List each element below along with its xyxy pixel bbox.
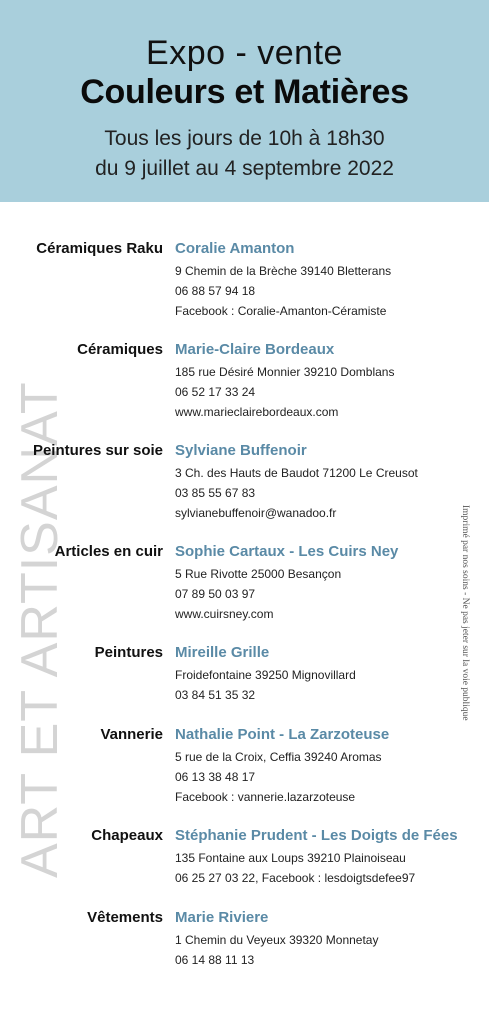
exhibitor-website: www.marieclairebordeaux.com — [175, 405, 339, 419]
exhibitor-phone: 06 13 38 48 17 — [175, 770, 256, 784]
exhibitor-email: sylvianebuffenoir@wanadoo.fr — [175, 506, 337, 520]
event-dates: du 9 juillet au 4 septembre 2022 — [95, 157, 394, 180]
exhibitor-address: 9 Chemin de la Brèche 39140 Bletterans — [175, 264, 392, 278]
event-hours: Tous les jours de 10h à 18h30 — [104, 127, 385, 150]
category-label: Céramiques Raku — [36, 240, 163, 257]
exhibitor-address: 135 Fontaine aux Loups 39210 Plainoiseau — [175, 851, 406, 865]
exhibitor-name: Marie Riviere — [175, 909, 269, 926]
exhibitor-address: 5 Rue Rivotte 25000 Besançon — [175, 567, 342, 581]
category-label: Chapeaux — [91, 827, 163, 844]
exhibitor-name: Coralie Amanton — [175, 240, 295, 257]
exhibitor-phone: 07 89 50 03 97 — [175, 587, 256, 601]
category-label: Vêtements — [87, 909, 163, 926]
exhibitor-address: 3 Ch. des Hauts de Baudot 71200 Le Creusot — [175, 466, 418, 480]
exhibitor-address: Froidefontaine 39250 Mignovillard — [175, 668, 356, 682]
exhibitor-name: Nathalie Point - La Zarzoteuse — [175, 726, 390, 743]
header-banner — [0, 0, 489, 202]
exhibitor-name: Sylviane Buffenoir — [175, 442, 307, 459]
event-type: Expo - vente — [146, 34, 343, 72]
category-label: Peintures sur soie — [32, 442, 163, 459]
exhibitor-phone: 06 14 88 11 13 — [175, 953, 255, 967]
exhibitor-phone: 06 88 57 94 18 — [175, 284, 256, 298]
side-title: ART ET ARTISANAT — [11, 381, 69, 878]
category-label: Vannerie — [100, 726, 163, 743]
exhibitor-address: 1 Chemin du Veyeux 39320 Monnetay — [175, 933, 379, 947]
category-label: Peintures — [94, 644, 163, 661]
print-note: Imprimé par nos soins - Ne pas jeter sur la voie publique — [460, 505, 470, 721]
exhibitor-address: 185 rue Désiré Monnier 39210 Domblans — [175, 365, 395, 379]
category-label: Céramiques — [77, 341, 163, 358]
exhibitor-name: Mireille Grille — [175, 644, 270, 661]
exhibitor-website: www.cuirsney.com — [175, 607, 274, 621]
exhibitor-contact: Facebook : vannerie.lazarzoteuse — [175, 790, 356, 804]
exhibitor-name: Stéphanie Prudent - Les Doigts de Fées — [175, 827, 458, 844]
exhibitor-name: Sophie Cartaux - Les Cuirs Ney — [175, 543, 399, 560]
exhibitor-address: 5 rue de la Croix, Ceffia 39240 Aromas — [175, 750, 382, 764]
exhibitor-phone: 06 25 27 03 22, Facebook : lesdoigtsdefee97 — [175, 871, 416, 885]
category-label: Articles en cuir — [54, 543, 163, 560]
exhibitor-phone: 06 52 17 33 24 — [175, 385, 256, 399]
exhibitor-name: Marie-Claire Bordeaux — [175, 341, 335, 358]
exhibitor-contact: Facebook : Coralie-Amanton-Céramiste — [175, 304, 387, 318]
exhibitor-phone: 03 84 51 35 32 — [175, 688, 256, 702]
event-title: Couleurs et Matières — [80, 73, 409, 111]
exhibitor-phone: 03 85 55 67 83 — [175, 486, 256, 500]
